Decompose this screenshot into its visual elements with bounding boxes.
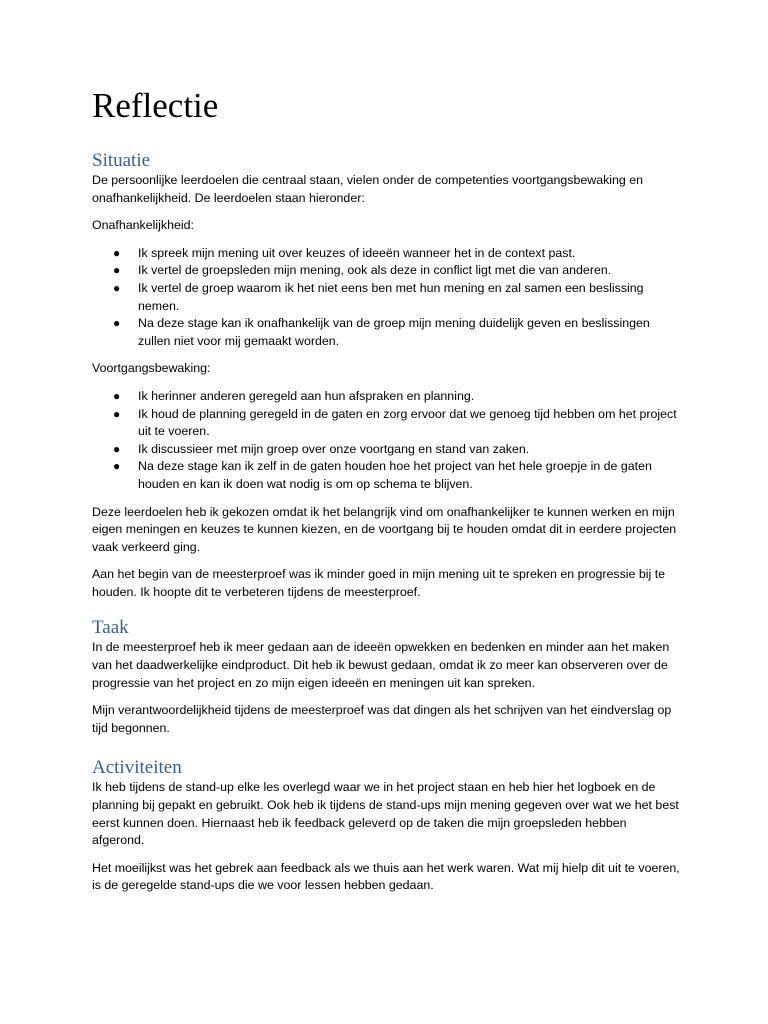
section-activiteiten: [92, 757, 682, 895]
situatie-intro: De persoonlijke leerdoelen die centraal staan, vielen onder de competenties voortgangsbewaking en onafhankelijkheid. De leerdoelen staan hieronder:: [92, 173, 644, 205]
activiteiten-paragraph-2: Het moeilijkst was het gebrek aan feedback als we thuis aan het werk waren. Wat mij hielp dit uit te voeren, is de geregelde stand-ups die we voor lessen hebben gedaan.: [92, 860, 680, 893]
situatie-paragraph-1: Deze leerdoelen heb ik gekozen omdat ik het belangrijk vind om onafhankelijker te kunnen werken en mijn eigen meningen en keuzes te kunnen kiezen, en de voortgang bij te houden omdat dit in eerdere projecten vaak verkeerd ging.: [92, 504, 677, 554]
list-item: [113, 458, 682, 493]
list-item-text: Ik vertel de groepsleden mijn mening, ook als deze in conflict ligt met die van anderen.: [138, 263, 612, 278]
list-item: [113, 406, 682, 441]
bullet-icon: ●: [113, 263, 121, 278]
document-title: Reflectie: [92, 86, 219, 125]
bullet-list-voortgangsbewaking: [92, 388, 682, 494]
list-item-text: Ik vertel de groep waarom ik het niet eens ben met hun mening en zal samen een beslissing nemen.: [138, 280, 644, 313]
situatie-paragraph-2: Aan het begin van de meesterproef was ik minder goed in mijn mening uit te spreken en progressie bij te houden. Ik hoopte dit te verbeteren tijdens de meesterproef.: [92, 567, 666, 599]
list-item-text: Ik discussieer met mijn groep over onze voortgang en stand van zaken.: [138, 441, 530, 456]
bullet-icon: ●: [113, 245, 121, 260]
list-label-onafhankelijkheid: Onafhankelijkheid:: [92, 218, 194, 233]
bullet-icon: ●: [113, 406, 121, 421]
list-item-text: Na deze stage kan ik zelf in de gaten houden hoe het project van het hele groepje in de gaten houden en kan ik doen wat nodig is om op schema te blijven.: [138, 459, 652, 491]
list-item: [113, 441, 682, 459]
list-item: [113, 262, 682, 280]
bullet-icon: ●: [113, 280, 121, 295]
document-page: [92, 84, 682, 905]
activiteiten-paragraph-1: Ik heb tijdens de stand-up elke les overlegd waar we in het project staan en heb hier het logboek en de planning bij gepakt en gebruikt. Ook heb ik tijdens de stand-ups mijn mening gegeven over wat we het best eerst kunnen doen. Hiernaast heb ik feedback geleverd op de taken die mijn groepsleden hebben afgerond.: [92, 780, 679, 848]
section-heading-situatie: Situatie: [92, 150, 151, 171]
bullet-icon: ●: [113, 441, 121, 456]
section-heading-activiteiten: Activiteiten: [92, 757, 182, 779]
bullet-icon: ●: [113, 459, 121, 474]
taak-paragraph-1: In de meesterproef heb ik meer gedaan aan de ideeën opwekken en bedenken en minder aan het maken van het daadwerkelijke eindproduct. Dit heb ik bewust gedaan, omdat ik zo meer kan observeren over de progressie van het project en zo mijn eigen ideeën en meningen uit kan spreken.: [92, 640, 670, 690]
list-item: [113, 280, 682, 315]
list-item-text: Na deze stage kan ik onafhankelijk van de groep mijn mening duidelijk geven en beslissingen zullen niet voor mij gemaakt worden.: [138, 316, 650, 348]
list-item-text: Ik spreek mijn mening uit over keuzes of ideeën wanneer het in de context past.: [138, 245, 576, 260]
section-heading-taak: Taak: [92, 617, 129, 639]
list-item: [113, 388, 682, 406]
section-situatie: [92, 150, 682, 601]
list-item-text: Ik houd de planning geregeld in de gaten en zorg ervoor dat we genoeg tijd hebben om het project uit te voeren.: [138, 406, 677, 439]
bullet-list-onafhankelijkheid: [92, 245, 682, 351]
section-taak: [92, 617, 682, 737]
bullet-icon: ●: [113, 316, 121, 331]
bullet-icon: ●: [113, 388, 121, 403]
list-item-text: Ik herinner anderen geregeld aan hun afspraken en planning.: [138, 388, 475, 403]
list-item: [113, 245, 682, 263]
list-label-voortgangsbewaking: Voortgangsbewaking:: [92, 361, 211, 376]
list-item: [113, 315, 682, 350]
taak-paragraph-2: Mijn verantwoordelijkheid tijdens de meesterproef was dat dingen als het schrijven van het eindverslag op tijd begonnen.: [92, 703, 672, 735]
